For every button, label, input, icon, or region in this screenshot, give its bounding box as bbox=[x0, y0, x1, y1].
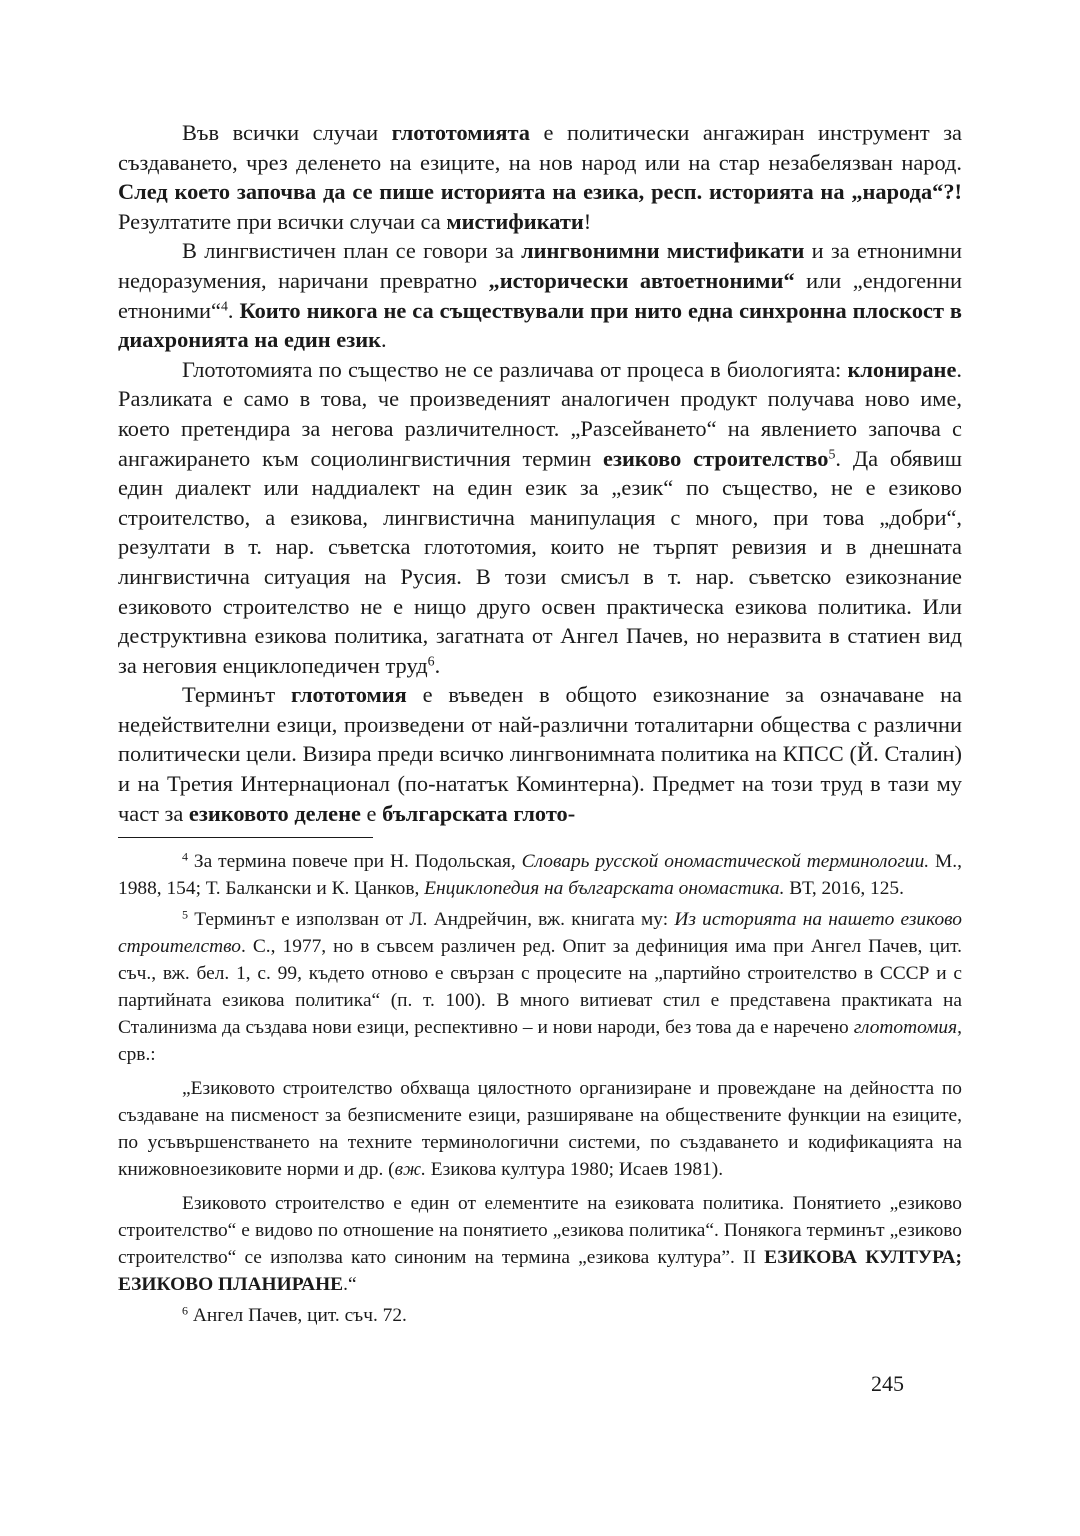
footnote-ref: 6 bbox=[182, 1303, 189, 1318]
bold-text: езиковото делене bbox=[188, 800, 361, 826]
footnote-ref: 4 bbox=[182, 849, 189, 864]
bold-text: лингвонимни мистификати bbox=[521, 238, 805, 264]
footnote-4: $^4$ За термина повече при Н. Подольская, Словарь русской ономастической терминологии. М., 1988, 154; Т. Балкански и К. Цанков, Енциклопедия на българската ономастика. ВТ, 2016, 125. bbox=[118, 849, 962, 900]
paragraph: Във всички случаи глототомията е политически ангажиран инструмент за създаването, чрез деленето на езиците, на нов народ или на стар незабелязван народ. След което започва да се пише историята на езика, респ. историята на „народа“?! Резултатите при всички случаи са мистификати! bbox=[118, 120, 962, 234]
paragraph: В лингвистичен план се говори за лингвонимни мистификати и за етнонимни недоразумения, наричани превратно „исторически автоетноними“ или „ендогенни етноними“$^4$. Които никога не са съществували при нито една синхронна плоскост в диахронията на един език. bbox=[118, 238, 963, 353]
footnote-ref: 5 bbox=[182, 907, 189, 922]
footnote-5: $^5$ Терминът е използван от Л. Андрейчин, вж. книгата му: Из историята на нашето езиково строителство. С., 1977, но в съвсем различен ред. Опит за дефиниция има при Ангел Пачев, цит. съч., вж. бел. 1, с. 99, където отново е свързан с процесите на „партийно строителство в СССР и с партийната езикова политика“ (п. т. 100). В много витиеват стил е представена практиката на Сталинизма да създава нови езици, респективно – и нови народи, без това да е наречено глототомия, срв.: bbox=[118, 907, 962, 1066]
footnote-ref: 6 bbox=[427, 654, 435, 670]
bold-text: глототомия bbox=[290, 682, 407, 708]
italic-text: Из историята на нашето езиково строителство bbox=[118, 909, 962, 958]
footnote-5-quote-2: Езиковото строителство е един от елементите на езиковата политика. Понятието „езиково строителство“ е видово по отношение на понятието „езикова политика“. Понякога терминът „езиково строителство“ се използва като синоним на термина „езикова култура”. II ЕЗИКОВА КУЛТУРА; ЕЗИКОВО ПЛАНИРАНЕ.“ bbox=[118, 1193, 962, 1296]
footnote-6: $^6$ Ангел Пачев, цит. съч. 72. bbox=[182, 1303, 407, 1327]
bold-text: мистификати bbox=[446, 208, 584, 234]
footnote-5-quote-1: „Езиковото строителство обхваща цялостното организиране и провеждане на дейността по създаване на писменост за безписмените езици, разширяване на обществените функции на езиците, по усъвършенстването на техните терминологични системи, по създаването и кодификацията на книжовноезиковите норми и др. (вж. Езикова култура 1980; Исаев 1981). bbox=[118, 1078, 962, 1181]
bold-text: ЕЗИКОВА КУЛТУРА; ЕЗИКОВО ПЛАНИРАНЕ bbox=[118, 1247, 962, 1296]
italic-text: Енциклопедия на българската ономастика. bbox=[424, 878, 785, 900]
bold-text: „исторически автоетноними“ bbox=[488, 267, 795, 293]
bold-text: езиково строителство bbox=[603, 445, 829, 471]
italic-text: Словарь русской ономастической терминологии. bbox=[521, 851, 930, 873]
footnote-divider bbox=[118, 837, 373, 838]
main-text bbox=[118, 118, 962, 828]
footnote-ref: 4 bbox=[220, 298, 228, 314]
paragraph: Терминът глототомия е въведен в общото езикознание за означаване на недействителни езици, произведени от най-различни тоталитарни общества с различни политически цели. Визира преди всичко лингвонимната политика на КПСС (Й. Сталин) и на Третия Интернационал (по-нататък Коминтерна). Предмет на този труд в тази му част за езиковото делене е българската глото- bbox=[118, 682, 962, 826]
paragraph: Глототомията по същество не се различава от процеса в биологията: клониране. Разликата е само в това, че произведеният аналогичен продукт получава ново име, което претендира за негова различителност. „Разсейването“ на явлението започва с ангажирането към социолингвистичния термин езиково строителство$^5$. Да обявиш един диалект или наддиалект на един език за „език“ по същество, не е езиково строителство, а езикова, лингвистична манипулация с много, при това „добри“, резултати в т. нар. съветска глототомия, които не търпят ревизия и в днешната лингвистична ситуация на Русия. В този смисъл в т. нар. съветско езикознание езиковото строителство не е нищо друго освен практическа езикова политика. Или деструктивна езикова политика, загатната от Ангел Пачев, но неразвита в статиен вид за неговия енциклопедичен труд$^6$. bbox=[118, 356, 962, 678]
footnotes bbox=[118, 848, 962, 1329]
bold-text: След което започва да се пише историята на езика, респ. историята на „народа“?! bbox=[118, 179, 962, 205]
page-body bbox=[118, 118, 962, 1329]
italic-text: вж. bbox=[394, 1159, 426, 1181]
bold-text: глототомията bbox=[391, 120, 530, 145]
bold-text: клониране bbox=[847, 356, 957, 382]
page-number: 245 bbox=[871, 1371, 904, 1396]
footnote-ref: 5 bbox=[828, 446, 836, 462]
italic-text: глототомия bbox=[853, 1017, 958, 1039]
bold-text: българската глото- bbox=[382, 800, 576, 826]
bold-text: Които никога не са съществували при нито една синхронна плоскост в диахронията на един език bbox=[118, 297, 963, 353]
